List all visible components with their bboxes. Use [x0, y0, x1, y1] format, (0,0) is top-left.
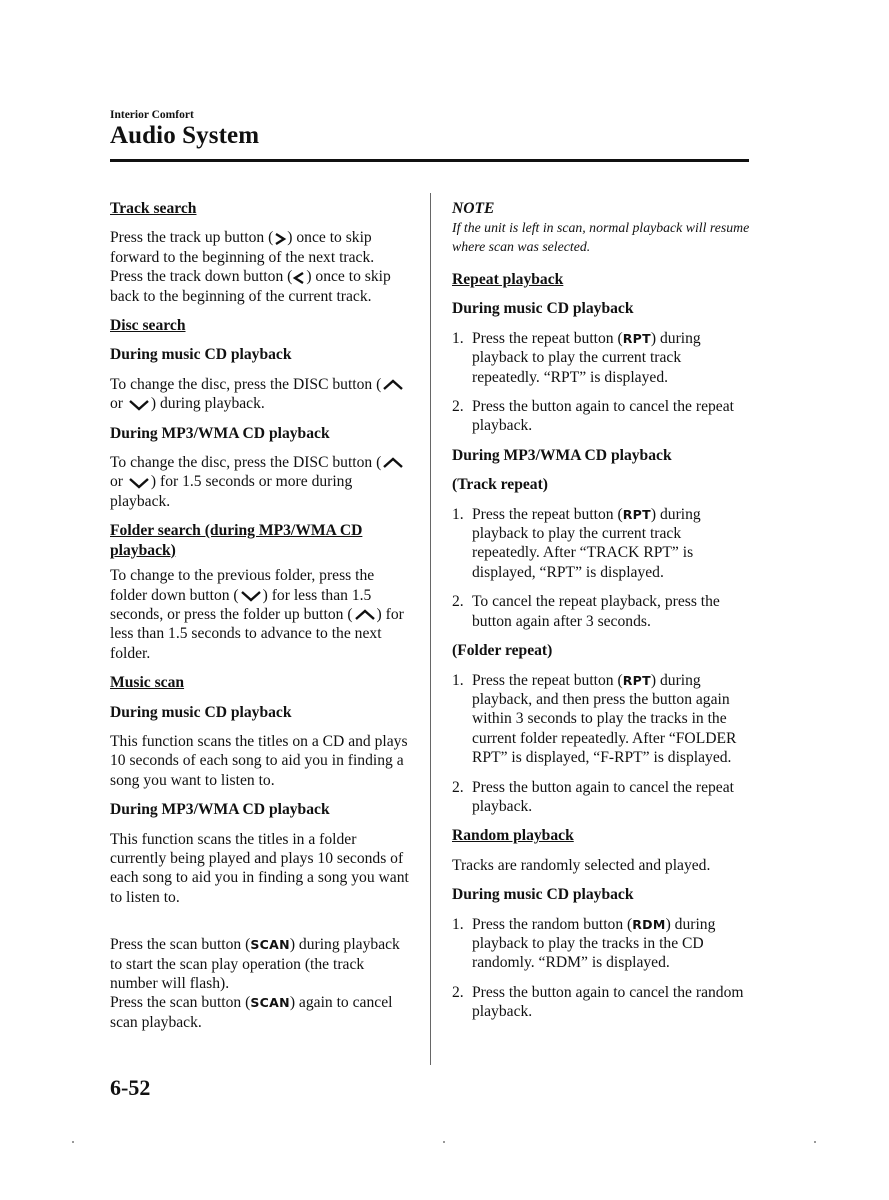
disc-mp3-heading: During MP3/WMA CD playback [110, 424, 330, 442]
list-item: 1. Press the repeat button (RPT) during playback, and then press the button again within 3 seconds to play the tracks in the current folder repeatedly. After “FOLDER RPT” is displayed, “F-RPT” is displayed. [452, 671, 737, 767]
page-number: 6-52 [110, 1075, 151, 1100]
right-column [452, 199, 752, 1032]
list-item: 1. Press the random button (RDM) during playback to play the tracks in the CD randomly. “RDM” is displayed. [452, 915, 716, 972]
folder-up-icon [353, 608, 377, 622]
list-item: 2. Press the button again to cancel the repeat playback. [452, 398, 734, 435]
list-item: 2. To cancel the repeat playback, press the button again after 3 seconds. [452, 593, 720, 630]
disc-down-icon [127, 476, 151, 490]
track-repeat-heading: (Track repeat) [452, 476, 548, 494]
list-item: 1. Press the repeat button (RPT) during playback to play the current track repeatedly. After “TRACK RPT” is displayed, “RPT” is displayed. [452, 505, 701, 581]
print-mark [72, 1141, 74, 1143]
track-up-icon [273, 232, 287, 246]
track-search-heading: Track search [110, 200, 197, 217]
rpt-button-label: RPT [622, 330, 651, 346]
folder-repeat-heading: (Folder repeat) [452, 642, 553, 660]
header-rule [110, 159, 749, 162]
track-up-text: Press the track up button ( ) once to skip forward to the beginning of the next track. [110, 229, 375, 266]
scan-start-text: Press the scan button (SCAN) during playback to start the scan play operation (the track number will flash). [110, 936, 400, 992]
disc-cd-heading: During music CD playback [110, 346, 292, 364]
page-title: Audio System [110, 122, 260, 149]
list-item: 2. Press the button again to cancel the repeat playback. [452, 778, 734, 815]
disc-cd-text: To change the disc, press the DISC button ( or ) during playback. [110, 375, 410, 414]
left-column [110, 199, 410, 1042]
scan-mp3-text: This function scans the titles in a folder currently being played and plays 10 seconds of each song to aid you in finding a song you want to listen to. [110, 830, 409, 906]
scan-cancel-text: Press the scan button (SCAN) again to cancel scan playback. [110, 994, 393, 1031]
repeat-heading: Repeat playback [452, 271, 564, 288]
rpt-button-label: RPT [622, 672, 651, 688]
disc-up-icon [381, 378, 405, 392]
spacer [110, 917, 410, 935]
scan-cd-heading: During music CD playback [110, 703, 292, 721]
disc-search-heading: Disc search [110, 317, 186, 335]
scan-button-label: SCAN [250, 937, 290, 953]
rdm-button-label: RDM [632, 916, 666, 932]
scan-mp3-heading: During MP3/WMA CD playback [110, 801, 330, 819]
folder-down-icon [239, 589, 263, 603]
column-divider [430, 193, 431, 1065]
disc-down-icon [127, 398, 151, 412]
disc-mp3-text: To change the disc, press the DISC button ( or ) for 1.5 seconds or more during playback. [110, 453, 410, 511]
track-down-text: Press the track down button ( ) once to skip back to the beginning of the current track. [110, 268, 391, 305]
section-label: Interior Comfort [110, 109, 194, 121]
folder-search-heading: Folder search (during MP3/WMA CD playback) [110, 522, 363, 559]
random-intro: Tracks are randomly selected and played. [452, 856, 711, 874]
random-cd-heading: During music CD playback [452, 886, 634, 904]
repeat-cd-heading: During music CD playback [452, 300, 634, 318]
music-scan-heading: Music scan [110, 674, 185, 692]
print-mark [443, 1141, 445, 1143]
folder-search-text: To change to the previous folder, press the folder down button ( ) for less than 1.5 seconds, or press the folder up button ( ) for less than 1.5 seconds to advance to the next folder. [110, 567, 404, 662]
note-text: If the unit is left in scan, normal playback will resume where scan was selected. [452, 220, 750, 254]
print-mark [814, 1141, 816, 1143]
disc-up-icon [381, 456, 405, 470]
repeat-mp3-heading: During MP3/WMA CD playback [452, 446, 672, 464]
random-heading: Random playback [452, 827, 574, 845]
track-down-icon [292, 271, 306, 285]
rpt-button-label: RPT [622, 506, 651, 522]
list-item: 1. Press the repeat button (RPT) during playback to play the current track repeatedly. “RPT” is displayed. [452, 329, 701, 386]
scan-cd-text: This function scans the titles on a CD and plays 10 seconds of each song to aid you in finding a song you want to listen to. [110, 732, 408, 789]
list-item: 2. Press the button again to cancel the random playback. [452, 983, 744, 1021]
note-heading: NOTE [452, 200, 495, 217]
scan-button-label: SCAN [250, 995, 290, 1011]
